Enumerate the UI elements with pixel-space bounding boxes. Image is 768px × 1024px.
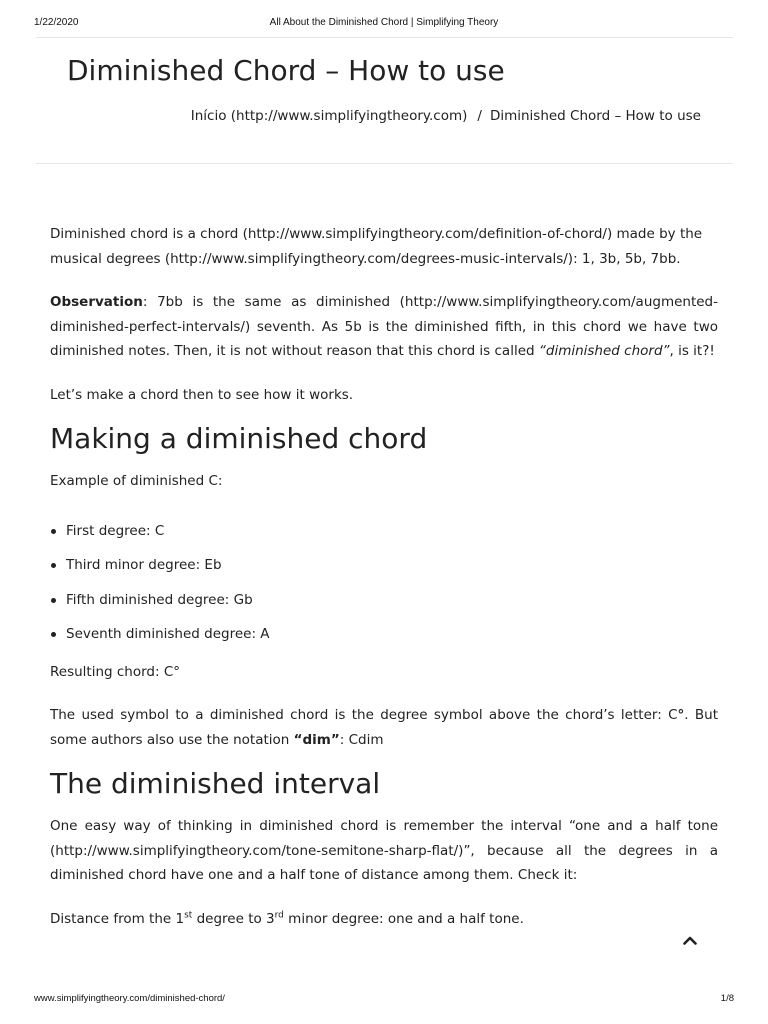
- list-item: First degree: C: [50, 519, 718, 554]
- symbol-text-3: : Cdim: [339, 731, 384, 748]
- chevron-up-icon: [683, 935, 697, 945]
- distance-sup-1: st: [184, 910, 193, 920]
- dim-notation: “dim”: [293, 731, 340, 748]
- breadcrumb: [191, 108, 701, 124]
- print-page-title: All About the Diminished Chord | Simplifying Theory: [269, 17, 499, 28]
- example-paragraph: Example of diminished C:: [50, 473, 223, 489]
- scroll-to-top-button[interactable]: [678, 928, 702, 952]
- breadcrumb-separator: /: [477, 108, 482, 124]
- intro-paragraph: Diminished chord is a chord (http://www.simplifyingtheory.com/definition-of-chord/) made by the musical degrees (http://www.simplifyingtheory.com/degrees-music-intervals/): 1, 3b, 5b, 7bb.: [50, 226, 703, 267]
- page-title: Diminished Chord – How to use: [67, 54, 505, 87]
- degree-symbol: °: [677, 707, 685, 723]
- observation-italic: “diminished chord”: [538, 343, 670, 359]
- symbol-text: The used symbol to a diminished chord is the degree symbol above the chord’s letter: C: [50, 707, 678, 723]
- print-date: 1/22/2020: [34, 17, 79, 28]
- observation-end: , is it?!: [669, 343, 715, 359]
- observation-paragraph: [50, 290, 718, 364]
- heading-making-diminished-chord: Making a diminished chord: [50, 422, 428, 455]
- print-url: www.simplifyingtheory.com/diminished-chord/: [34, 993, 225, 1004]
- print-footer: [0, 993, 768, 1007]
- observation-label: Observation: [50, 294, 143, 310]
- distance-text-3: minor degree: one and a half tone.: [283, 910, 524, 927]
- article-content: [50, 222, 718, 931]
- symbol-text-2: . But some authors also use the notation: [50, 707, 718, 748]
- observation-text: : 7bb is the same as diminished (http://www.simplifyingtheory.com/augmented-diminished-perfect-intervals/) seventh. As 5b is the diminished fifth, in this chord we have two diminished notes. Then, it is not without reason that this chord is called: [50, 294, 718, 359]
- print-header: [0, 17, 768, 31]
- breadcrumb-current: Diminished Chord – How to use: [489, 108, 701, 124]
- lets-make-paragraph: Let’s make a chord then to see how it works.: [50, 386, 354, 403]
- print-page-number: 1/8: [720, 993, 734, 1004]
- title-divider: [36, 163, 733, 164]
- distance-sup-2: rd: [274, 910, 284, 920]
- symbol-paragraph: [50, 703, 718, 752]
- list-item: Seventh diminished degree: A: [50, 622, 718, 657]
- list-item: Fifth diminished degree: Gb: [50, 588, 718, 623]
- interval-paragraph: One easy way of thinking in diminished chord is remember the interval “one and a half tone (http://www.simplifyingtheory.com/tone-semitone-sharp-flat/)”, because all the degrees in a diminished chord have one and a half tone of distance among them. Check it:: [50, 818, 718, 883]
- header-divider: [36, 37, 733, 38]
- degrees-list: [50, 519, 718, 657]
- distance-text-1: Distance from the 1: [50, 910, 185, 927]
- breadcrumb-home-link[interactable]: Início (http://www.simplifyingtheory.com): [190, 108, 468, 124]
- distance-text-2: degree to 3: [192, 910, 275, 927]
- resulting-chord: Resulting chord: C°: [50, 663, 181, 680]
- heading-diminished-interval: The diminished interval: [50, 767, 381, 800]
- list-item: Third minor degree: Eb: [50, 553, 718, 588]
- distance-paragraph: [50, 907, 718, 932]
